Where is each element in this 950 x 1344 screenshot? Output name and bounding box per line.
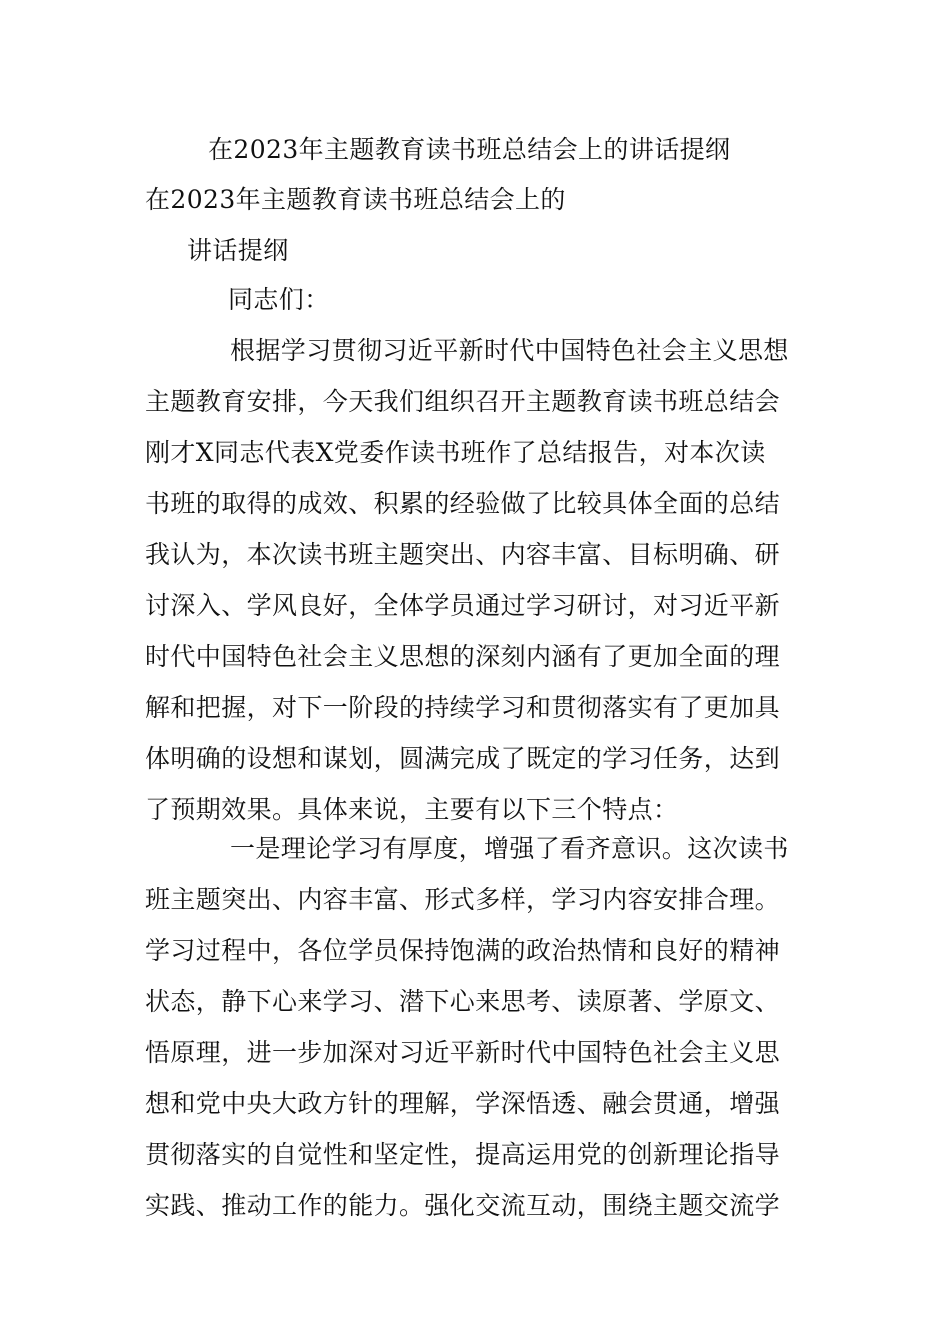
paragraph-line: 刚才X同志代表X党委作读书班作了总结报告，对本次读 (145, 438, 766, 467)
document-subtitle-line2: 讲话提纲 (187, 236, 289, 265)
paragraph-line: 贯彻落实的自觉性和坚定性，提高运用党的创新理论指导 (145, 1140, 781, 1169)
paragraph-line: 讨深入、学风良好，全体学员通过学习研讨，对习近平新 (145, 591, 781, 620)
paragraph-line: 学习过程中，各位学员保持饱满的政治热情和良好的精神 (145, 936, 781, 965)
paragraph-line: 状态，静下心来学习、潜下心来思考、读原著、学原文、 (145, 987, 781, 1016)
paragraph-line: 一是理论学习有厚度，增强了看齐意识。这次读书 (230, 834, 789, 863)
paragraph-line: 时代中国特色社会主义思想的深刻内涵有了更加全面的理 (145, 642, 781, 671)
document-subtitle-line1: 在2023年主题教育读书班总结会上的 (145, 185, 566, 214)
paragraph-line: 体明确的设想和谋划，圆满完成了既定的学习任务，达到 (145, 744, 781, 773)
paragraph-line: 实践、推动工作的能力。强化交流互动，围绕主题交流学 (145, 1191, 781, 1220)
paragraph-line: 我认为，本次读书班主题突出、内容丰富、目标明确、研 (145, 540, 781, 569)
paragraph-1 (145, 325, 810, 835)
paragraph-line: 想和党中央大政方针的理解，学深悟透、融会贯通，增强 (145, 1089, 781, 1118)
paragraph-2 (145, 823, 810, 1231)
document-title: 在2023年主题教育读书班总结会上的讲话提纲 (208, 135, 731, 164)
paragraph-line: 了预期效果。具体来说，主要有以下三个特点： (145, 795, 679, 824)
greeting: 同志们： (228, 285, 330, 314)
paragraph-line: 悟原理，进一步加深对习近平新时代中国特色社会主义思 (145, 1038, 781, 1067)
paragraph-line: 书班的取得的成效、积累的经验做了比较具体全面的总结 (145, 489, 781, 518)
paragraph-line: 主题教育安排，今天我们组织召开主题教育读书班总结会 (145, 387, 781, 416)
paragraph-line: 根据学习贯彻习近平新时代中国特色社会主义思想 (230, 336, 789, 365)
paragraph-line: 班主题突出、内容丰富、形式多样，学习内容安排合理。 (145, 885, 781, 914)
paragraph-line: 解和把握，对下一阶段的持续学习和贯彻落实有了更加具 (145, 693, 781, 722)
